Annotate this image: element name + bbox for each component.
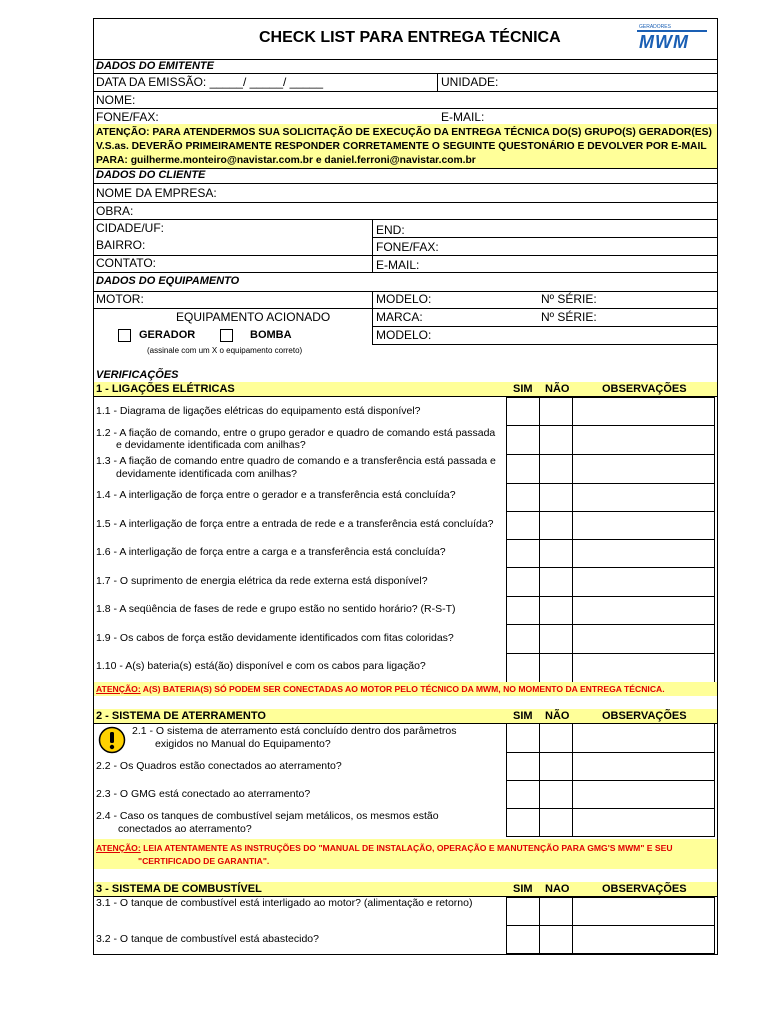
equipamento-header: DADOS DO EQUIPAMENTO [96,275,240,287]
item-2-4-cont: conectados ao aterramento? [118,823,252,835]
sec2-atencao-text: LEIA ATENTAMENTE AS INSTRUÇÕES DO "MANUAL DE INSTALAÇÃO, OPERAÇÃO E MANUTENÇÃO PARA GMG'S MWM" E SEU [140,843,673,853]
sec2-header: 2 - SISTEMA DE ATERRAMENTO [96,710,266,722]
sec2-col-sim: SIM [513,710,533,722]
item-1-3: 1.3 - A fiação de comando entre quadro de comando e a transferência está passada e [96,455,496,467]
emitente-header: DADOS DO EMITENTE [96,60,214,72]
atencao-line-3: PARA: guilherme.monteiro@navistar.com.br e daniel.ferroni@navistar.com.br [96,155,476,166]
item-1-2: 1.2 - A fiação de comando, entre o grupo gerador e quadro de comando está passada [96,427,496,439]
item-1-3-cont: devidamente identificada com anilhas? [116,468,297,480]
sec2-answer-grid [506,723,715,837]
sec1-atencao-text: A(S) BATERIA(S) SÓ PODEM SER CONECTADAS AO MOTOR PELO TÉCNICO DA MWM, NO MOMENTO DA ENTREGA TÉCNICA. [140,684,665,694]
item-1-8: 1.8 - A seqüência de fases de rede e grupo estão no sentido horário? (R-S-T) [96,603,456,615]
item-1-6: 1.6 - A interligação de força entre a carga e a transferência está concluída? [96,546,446,558]
gerador-label: GERADOR [139,329,196,341]
sec1-col-nao: NÃO [545,383,570,395]
modelo2-field[interactable]: MODELO: [376,328,432,342]
gerador-checkbox[interactable] [118,329,131,342]
sec2-atencao-label: ATENÇÃO: [96,843,141,853]
cidade-field[interactable]: CIDADE/UF: [96,221,165,235]
item-1-7: 1.7 - O suprimento de energia elétrica da rede externa está disponível? [96,575,428,587]
atencao-line-1: ATENÇÃO: PARA ATENDERMOS SUA SOLICITAÇÃO DE EXECUÇÃO DA ENTREGA TÉCNICA DO(S) GRUPO(S) GERADOR(ES) [96,127,712,138]
mwm-logo [637,24,707,52]
contato-field[interactable]: CONTATO: [96,256,156,270]
logo-brand: MWM [639,32,689,52]
sec3-col-nao: NAO [545,883,570,895]
item-3-1: 3.1 - O tanque de combustível está interligado ao motor? (alimentação e retorno) [96,897,473,909]
checklist-form [93,18,718,955]
sec1-atencao [96,683,665,696]
modelo-field[interactable]: MODELO: [376,292,432,306]
verificacoes-heading: VERIFICAÇÕES [96,369,179,381]
bairro-field[interactable]: BAIRRO: [96,238,146,252]
bomba-label: BOMBA [250,329,292,341]
item-2-2: 2.2 - Os Quadros estão conectados ao aterramento? [96,760,342,772]
sec1-header: 1 - LIGAÇÕES ELÉTRICAS [96,383,235,395]
warning-icon [98,726,126,754]
sec1-answer-grid [506,397,715,683]
sec1-col-sim: SIM [513,383,533,395]
fone-field[interactable]: FONE/FAX: [96,110,159,124]
motor-field[interactable]: MOTOR: [96,292,144,306]
atencao-line-2: V.S.as. DEVERÃO PRIMEIRAMENTE RESPONDER CORRETAMENTE O SEGUINTE QUESTONÁRIO E DEVOLVER POR E-MAIL [96,141,707,152]
item-2-1: 2.1 - O sistema de aterramento está concluído dentro dos parâmetros [132,725,457,737]
data-emissao-field[interactable]: DATA DA EMISSÃO: _____/ _____/ _____ [96,75,324,89]
sec2-atencao-line1 [96,842,673,855]
item-1-5: 1.5 - A interligação de força entre a entrada de rede e a transferência está concluída? [96,518,494,530]
unidade-field[interactable]: UNIDADE: [441,75,499,89]
item-2-4: 2.4 - Caso os tanques de combustível sejam metálicos, os mesmos estão [96,810,439,822]
item-3-2: 3.2 - O tanque de combustível está abastecido? [96,933,319,945]
item-2-1-cont: exigidos no Manual do Equipamento? [155,738,331,750]
sec2-atencao-line2: "CERTIFICADO DE GARANTIA". [138,856,270,866]
nome-field[interactable]: NOME: [96,93,136,107]
sec3-col-obs: OBSERVAÇÕES [602,883,687,895]
equipamento-acionado-label: EQUIPAMENTO ACIONADO [176,310,331,324]
obra-field[interactable]: OBRA: [96,204,134,218]
item-1-1: 1.1 - Diagrama de ligações elétricas do equipamento está disponível? [96,405,421,417]
sec3-answer-grid [506,897,715,954]
sec1-col-obs: OBSERVAÇÕES [602,383,687,395]
item-1-2-cont: e devidamente identificada com anilhas? [116,439,306,451]
cliente-fone-field[interactable]: FONE/FAX: [376,240,439,254]
item-1-10: 1.10 - A(s) bateria(s) está(ão) disponível e com os cabos para ligação? [96,660,426,672]
equipamento-hint: (assinale com um X o equipamento correto) [147,346,303,355]
sec3-header: 3 - SISTEMA DE COMBUSTÍVEL [96,883,262,895]
sec1-atencao-label: ATENÇÃO: [96,684,141,694]
email-field[interactable]: E-MAIL: [441,110,485,124]
serie2-field[interactable]: Nº SÉRIE: [541,310,597,324]
bomba-checkbox[interactable] [220,329,233,342]
serie-field[interactable]: Nº SÉRIE: [541,292,597,306]
item-2-3: 2.3 - O GMG está conectado ao aterramento? [96,788,311,800]
sec2-col-obs: OBSERVAÇÕES [602,710,687,722]
cliente-header: DADOS DO CLIENTE [96,169,206,181]
page-title: CHECK LIST PARA ENTREGA TÉCNICA [259,29,561,46]
empresa-field[interactable]: NOME DA EMPRESA: [96,186,217,200]
cliente-email-field[interactable]: E-MAIL: [376,258,420,272]
item-1-9: 1.9 - Os cabos de força estão devidamente identificados com fitas coloridas? [96,632,454,644]
item-1-4: 1.4 - A interligação de força entre o gerador e a transferência está concluída? [96,489,456,501]
marca-field[interactable]: MARCA: [376,310,423,324]
end-field[interactable]: END: [376,223,405,237]
sec3-col-sim: SIM [513,883,533,895]
sec2-col-nao: NÃO [545,710,570,722]
logo-top-text: GERADORES [639,24,671,30]
